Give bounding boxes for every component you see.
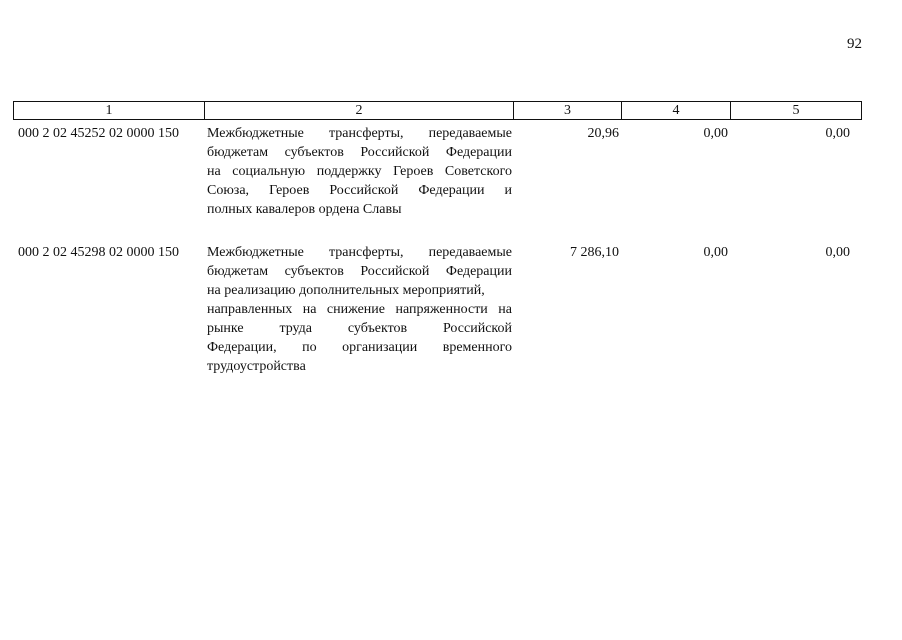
header-col-3: 3 — [513, 101, 622, 120]
header-col-5: 5 — [730, 101, 862, 120]
amount-col-5: 0,00 — [825, 126, 850, 141]
description-line: на социальную поддержку Героев Советского — [207, 164, 512, 179]
description-line: Межбюджетные трансферты, передаваемые — [207, 245, 512, 260]
amount-col-4: 0,00 — [703, 245, 728, 260]
description-line: Межбюджетные трансферты, передаваемые — [207, 126, 512, 141]
description-line: Федерации, по организации временного — [207, 340, 512, 355]
description-line: на реализацию дополнительных мероприятий, — [207, 283, 485, 298]
table-header — [13, 101, 862, 121]
description-line: полных кавалеров ордена Славы — [207, 202, 402, 217]
budget-code: 000 2 02 45252 02 0000 150 — [18, 126, 179, 141]
description-line: направленных на снижение напряженности на — [207, 302, 512, 317]
description-line: рынке труда субъектов Российской — [207, 321, 512, 336]
amount-col-3: 20,96 — [587, 126, 619, 141]
header-col-2: 2 — [204, 101, 514, 120]
budget-code: 000 2 02 45298 02 0000 150 — [18, 245, 179, 260]
transfer-description — [207, 243, 512, 376]
description-line: трудоустройства — [207, 359, 306, 374]
amount-col-4: 0,00 — [703, 126, 728, 141]
page-number: 92 — [847, 36, 862, 52]
header-col-4: 4 — [621, 101, 731, 120]
amount-col-3: 7 286,10 — [570, 245, 619, 260]
amount-col-5: 0,00 — [825, 245, 850, 260]
description-line: бюджетам субъектов Российской Федерации — [207, 264, 512, 279]
transfer-description — [207, 124, 512, 219]
description-line: бюджетам субъектов Российской Федерации — [207, 145, 512, 160]
header-col-1: 1 — [13, 101, 205, 120]
description-line: Союза, Героев Российской Федерации и — [207, 183, 512, 198]
